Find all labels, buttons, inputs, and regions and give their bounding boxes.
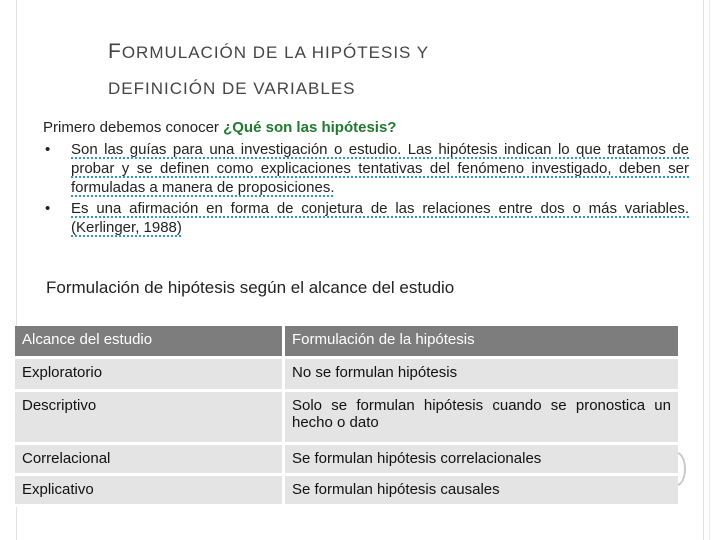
title-capital: F [108, 40, 122, 63]
hypothesis-table [15, 326, 678, 507]
slide-right-border [703, 0, 704, 540]
table-header-cell: Formulación de la hipótesis [285, 326, 678, 359]
bullet-icon: • [45, 141, 51, 158]
section-subtitle: Formulación de hipótesis según el alcance del estudio [46, 278, 455, 297]
table-row [15, 359, 678, 392]
table-cell-formulation: Solo se formulan hipótesis cuando se pronostica un hecho o dato [285, 392, 678, 445]
definition-list [43, 140, 689, 239]
table-row [15, 445, 678, 476]
bullet-icon: • [45, 200, 51, 217]
slide-title [108, 34, 688, 107]
table-header-row [15, 326, 678, 359]
table-cell-formulation: Se formulan hipótesis causales [285, 476, 678, 507]
intro-line [43, 118, 396, 138]
table-row [15, 392, 678, 445]
table-cell-scope: Descriptivo [15, 392, 285, 445]
table-header-cell: Alcance del estudio [15, 326, 285, 359]
definition-text: Es una afirmación en forma de conjetura de las relaciones entre dos o más variables. (Kerlinger, 1988) [71, 200, 689, 236]
definition-text: Son las guías para una investigación o estudio. Las hipótesis indican lo que tratamos de probar y se definen como explicaciones tentativas del fenómeno investigado, deben ser formuladas a manera de proposiciones. [71, 141, 689, 196]
slide-title-line1 [108, 34, 688, 71]
table-cell-scope: Explicativo [15, 476, 285, 507]
slide-right-border-outer [709, 0, 710, 540]
intro-question: ¿Qué son las hipótesis? [223, 119, 397, 136]
table-row [15, 476, 678, 507]
definition-item [43, 199, 689, 237]
table-cell-scope: Correlacional [15, 445, 285, 476]
table-cell-scope: Exploratorio [15, 359, 285, 392]
definition-item [43, 140, 689, 197]
table-cell-formulation: Se formulan hipótesis correlacionales [285, 445, 678, 476]
slide-title-line2: DEFINICIÓN DE VARIABLES [108, 79, 356, 98]
title-rest: ORMULACIÓN DE LA HIPÓTESIS Y [121, 43, 430, 62]
intro-prefix: Primero debemos conocer [43, 119, 224, 136]
table-cell-formulation: No se formulan hipótesis [285, 359, 678, 392]
